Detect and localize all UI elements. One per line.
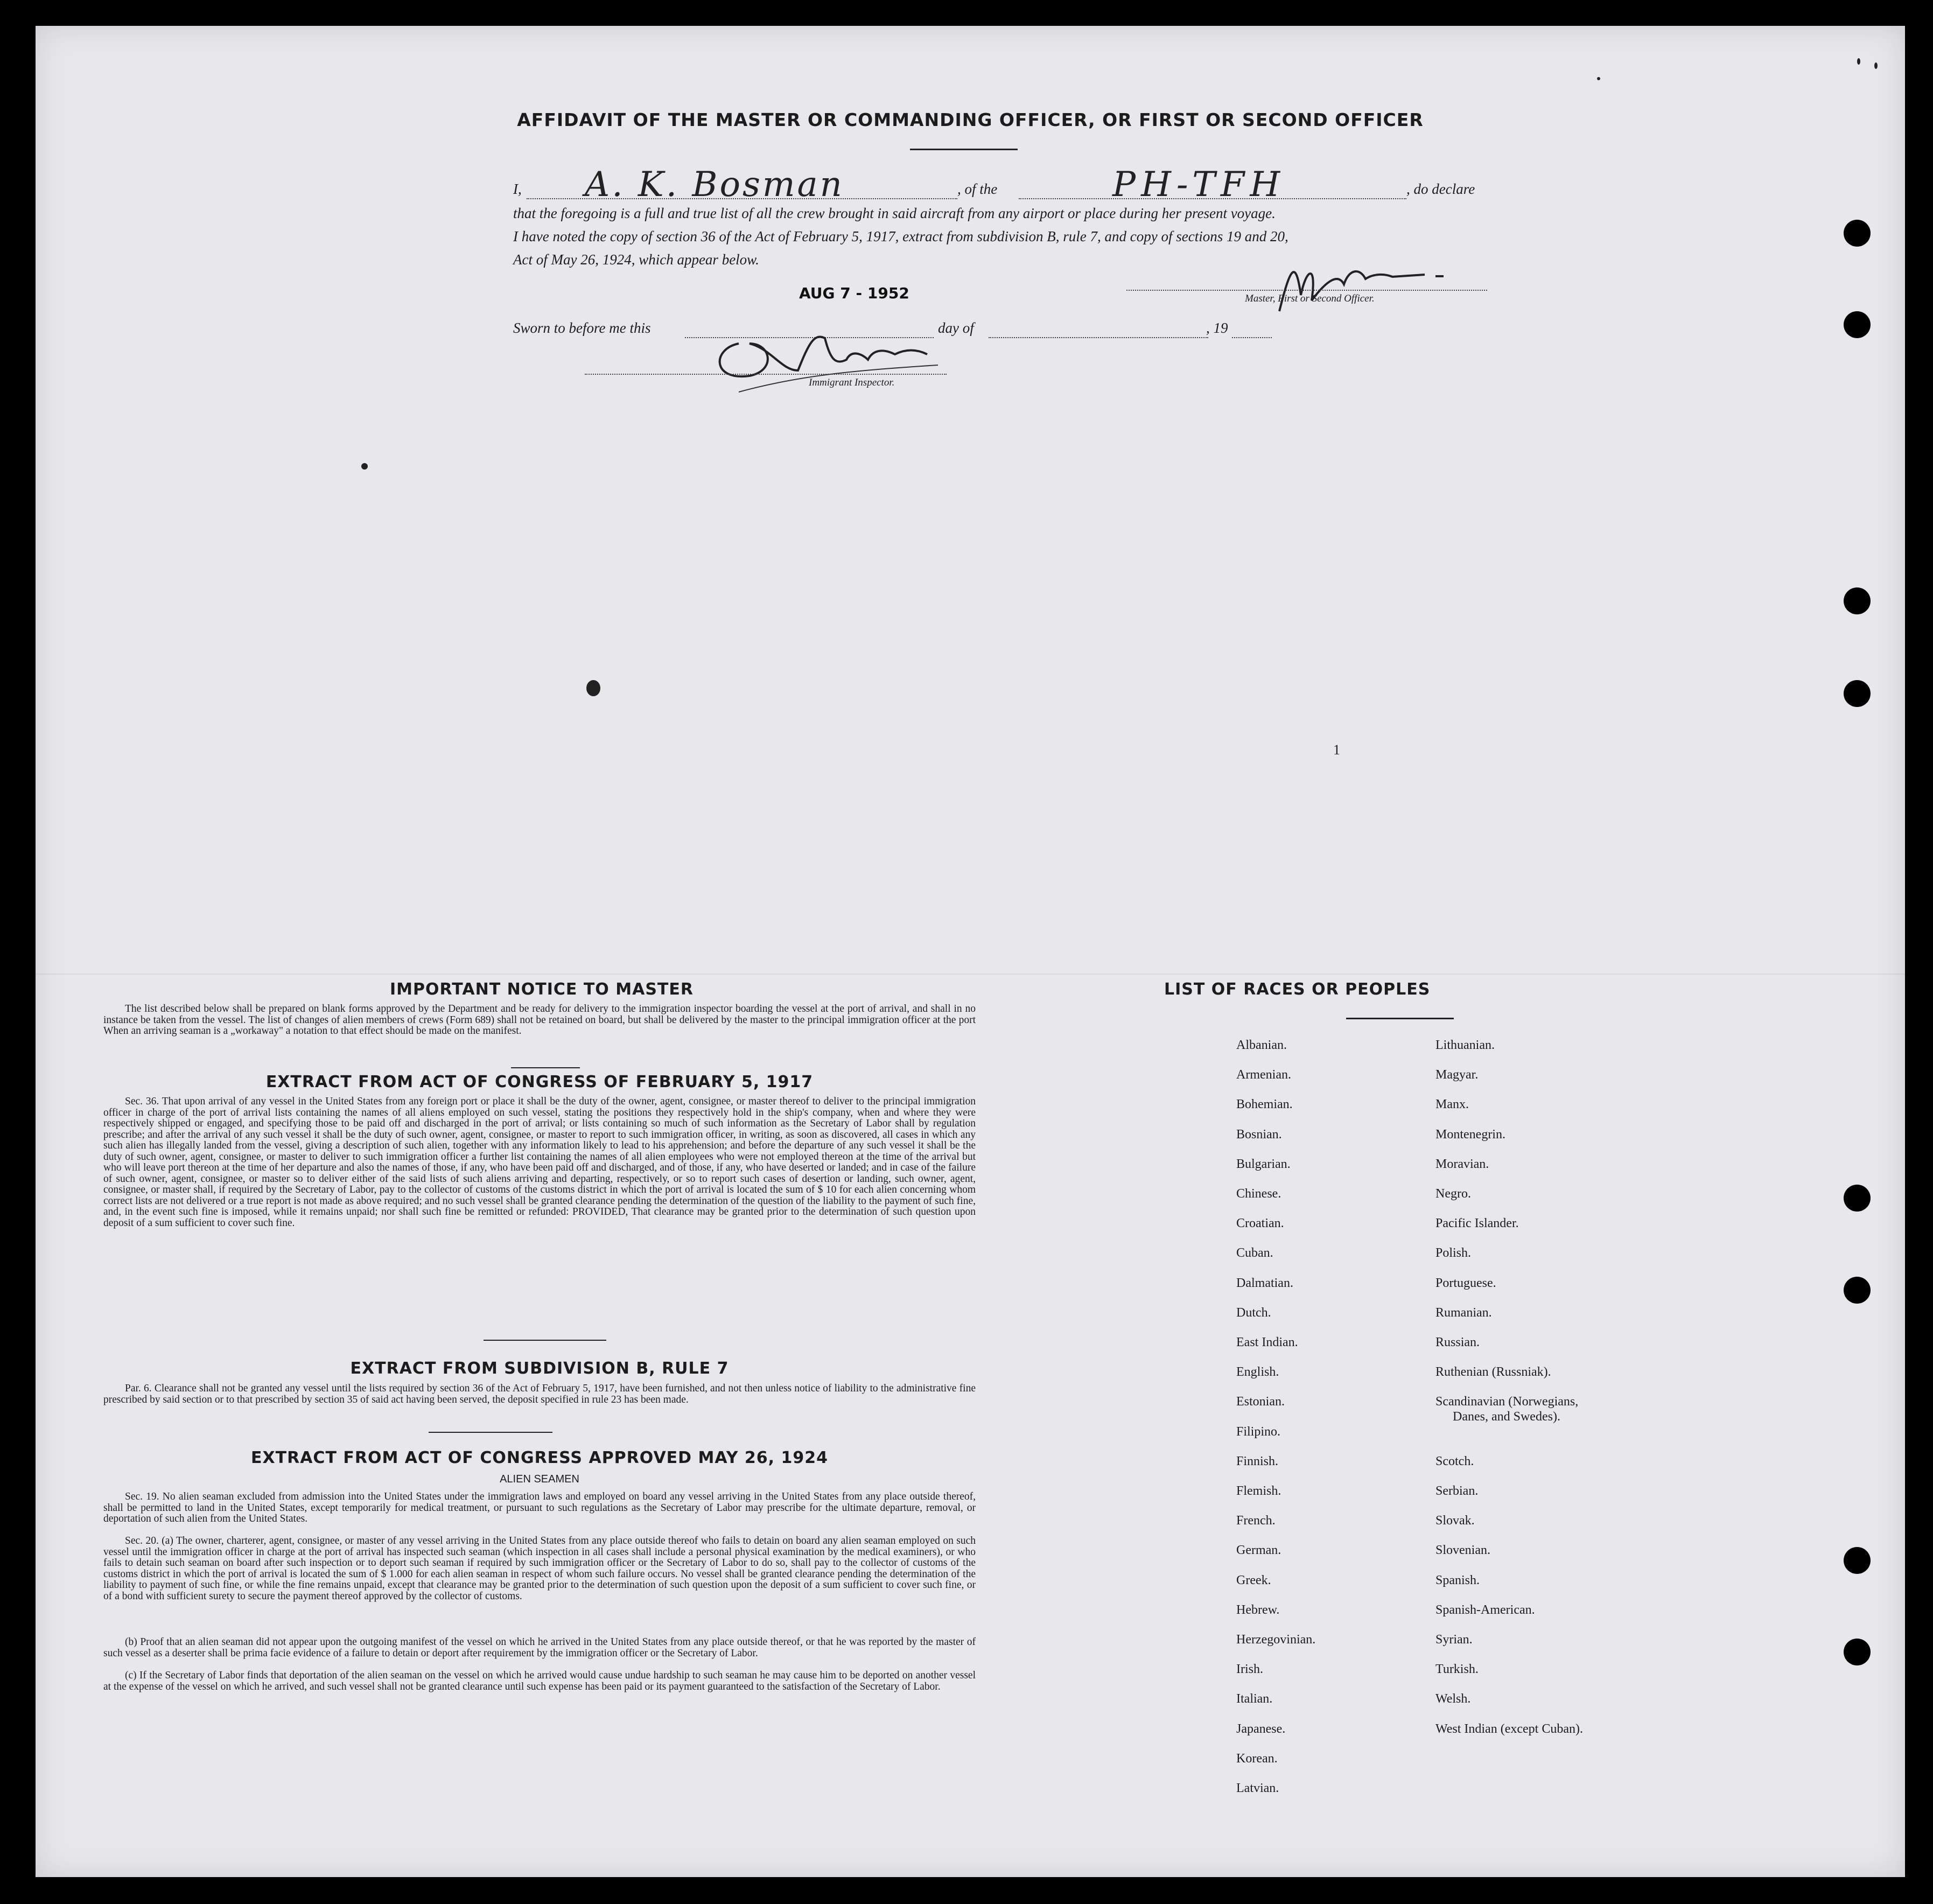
rule7-body: Par. 6. Clearance shall not be granted any vessel until the lists required by section 36 of the Act of February 5, 1917, have been furnished, and not then unless notice of liability to the administrative fine prescribed by said section or to that prescribed by section 35 of said act having been served, the deposit specified in rule 23 has been made.: [103, 1383, 976, 1405]
sworn-year-line: [1232, 337, 1272, 338]
punch-hole: [1844, 680, 1871, 707]
year-label: , 19: [1206, 320, 1228, 336]
punch-hole: [1844, 1639, 1871, 1665]
race-item: Montenegrin.: [1435, 1127, 1505, 1142]
race-item: German.: [1236, 1543, 1281, 1558]
sec20c-body: (c) If the Secretary of Labor finds that deportation of the alien seaman on the vessel on which he arrived would cause undue hardship to such seaman he may cause him to be deported on another vessel at the expense of the vessel on which he arrived, and such vessel shall not be granted clearance until such expense has been paid or its payment guaranteed to the satisfaction of the Secretary of Labor.: [103, 1670, 976, 1692]
officer-signature-line: [1126, 290, 1487, 291]
speck: [361, 463, 368, 470]
races-rule: [1346, 1018, 1454, 1019]
race-item: Bohemian.: [1236, 1097, 1293, 1112]
race-item: English.: [1236, 1365, 1279, 1380]
race-item: Ruthenian (Russniak).: [1435, 1365, 1551, 1380]
date-stamp: AUG 7 - 1952: [799, 284, 909, 302]
races-title: LIST OF RACES OR PEOPLES: [1164, 980, 1431, 999]
page-mark: 1: [1333, 742, 1340, 758]
race-item: West Indian (except Cuban).: [1435, 1721, 1583, 1736]
race-item: Scandinavian (Norwegians,: [1435, 1395, 1579, 1409]
ink-blot: [586, 680, 600, 696]
extract1924-title: EXTRACT FROM ACT OF CONGRESS APPROVED MAY 26, 1924: [251, 1448, 828, 1467]
punch-hole: [1844, 1547, 1871, 1574]
affidavit-i-label: I,: [513, 181, 522, 197]
race-item: Bulgarian.: [1236, 1157, 1291, 1171]
race-item: Lithuanian.: [1435, 1038, 1495, 1052]
notice-rule: [511, 1067, 580, 1068]
punch-hole: [1844, 220, 1871, 247]
race-item: Welsh.: [1435, 1692, 1471, 1706]
race-item: Albanian.: [1236, 1038, 1287, 1052]
race-item: French.: [1236, 1514, 1276, 1528]
race-item: Armenian.: [1236, 1068, 1291, 1082]
affidavit-of-the-label: , of the: [957, 181, 998, 197]
aircraft-handwritten: PH-TFH: [1112, 165, 1286, 205]
speck: [1857, 58, 1860, 65]
fold-line: [36, 974, 1905, 975]
race-item: Hebrew.: [1236, 1602, 1280, 1617]
race-item: Filipino.: [1236, 1424, 1281, 1439]
race-item: Irish.: [1236, 1662, 1263, 1677]
race-item: Magyar.: [1435, 1068, 1479, 1082]
race-item: Turkish.: [1435, 1662, 1479, 1677]
rule7-rule: [429, 1432, 552, 1433]
extract1917-title: EXTRACT FROM ACT OF CONGRESS OF FEBRUARY 5, 1917: [265, 1073, 814, 1091]
officer-signature: [1258, 247, 1484, 322]
title-rule: [910, 149, 1018, 150]
race-item: Japanese.: [1236, 1721, 1286, 1736]
speck: [1597, 77, 1600, 80]
affidavit-line4: Act of May 26, 1924, which appear below.: [513, 251, 759, 268]
race-item: Korean.: [1236, 1751, 1278, 1766]
sec20b-body: (b) Proof that an alien seaman did not appear upon the outgoing manifest of the vessel on which he arrived in the United States from any place outside thereof, or that he was reported by the master of such vessel as a deserter shall be prima facie evidence of a failure to detain or deport after requirement by the immigration officer or the Secretary of Labor.: [103, 1636, 976, 1659]
race-item: Greek.: [1236, 1573, 1271, 1587]
race-item: Manx.: [1435, 1097, 1469, 1112]
affidavit-do-declare: , do declare: [1406, 181, 1475, 197]
sec19-body: Sec. 19. No alien seaman excluded from admission into the United States under the immigration laws and employed on board any vessel arriving in the United States from any place outside thereof, shall be permitted to land in the United States, except temporarily for medical treatment, or pursuant to such regulations as the Secretary of Labor may prescribe for the ultimate departure, removal, or deportation of such alien from the United States.: [103, 1491, 976, 1524]
race-item: Estonian.: [1236, 1395, 1285, 1409]
race-item: Pacific Islander.: [1435, 1216, 1519, 1231]
race-item: Finnish.: [1236, 1454, 1279, 1468]
race-item: Flemish.: [1236, 1484, 1281, 1498]
race-item: Cuban.: [1236, 1246, 1273, 1261]
race-item: Russian.: [1435, 1335, 1480, 1349]
race-item: Moravian.: [1435, 1157, 1489, 1171]
notice-title: IMPORTANT NOTICE TO MASTER: [390, 980, 694, 999]
sworn-month-line: [989, 337, 1208, 338]
affidavit-title: AFFIDAVIT OF THE MASTER OR COMMANDING OFFICER, OR FIRST OR SECOND OFFICER: [517, 109, 1424, 130]
race-item: Latvian.: [1236, 1781, 1279, 1795]
speck: [1874, 62, 1878, 69]
race-item: Rumanian.: [1435, 1305, 1492, 1320]
race-item: Spanish-American.: [1435, 1602, 1535, 1617]
inspector-signature-line: [585, 374, 947, 375]
race-item: Dalmatian.: [1236, 1276, 1293, 1290]
sec20a-body: Sec. 20. (a) The owner, charterer, agent, consignee, or master of any vessel arriving in the United States from any place outside thereof who fails to detain on board any alien seaman employed on such vessel until the immigration officer in charge at the port of arrival has inspected such seaman (which inspection in all cases shall include a personal physical examination by the medical examiners), or who fails to detain such seaman on board after such inspection or to deport such seaman if required by such immigration officer or the Secretary of Labor to do so, shall pay to the collector of customs of the customs district in which the port of arrival is located the sum of $ 1.000 for each alien seaman in respect of whom such failure occurs. No vessel shall be granted clearance pending the determination of the liability to payment of such fine, or while the fine remains unpaid, except that clearance may be granted prior to the determination of such question upon the deposit of a sum sufficient to cover such fine, or of a bond with sufficient surety to secure the payment thereof approved by the collector of customs.: [103, 1535, 976, 1602]
extract1917-rule: [484, 1340, 606, 1341]
officer-caption: Master, First or Second Officer.: [1245, 293, 1375, 304]
punch-hole: [1844, 1185, 1871, 1212]
race-item: East Indian.: [1236, 1335, 1298, 1349]
race-item: Negro.: [1435, 1187, 1471, 1201]
race-item: Slovenian.: [1435, 1543, 1490, 1558]
race-item: Spanish.: [1435, 1573, 1480, 1587]
day-of-label: day of: [938, 320, 974, 336]
document-page: [36, 26, 1905, 1877]
race-item: Italian.: [1236, 1692, 1273, 1706]
race-item: Syrian.: [1435, 1633, 1473, 1647]
notice-body: The list described below shall be prepared on blank forms approved by the Department and be ready for delivery to the immigration inspector boarding the vessel at the port of arrival, and shall in no instance be taken from the vessel. The list of changes of alien members of crews (Form 689) shall not be retained on board, but shall be delivered by the master to the principal immigration officer at the port When an arriving seaman is a „workaway" a notation to that effect should be made on the manifest.: [103, 1003, 976, 1037]
rule7-title: EXTRACT FROM SUBDIVISION B, RULE 7: [350, 1359, 729, 1378]
affidavit-line3: I have noted the copy of section 36 of the Act of February 5, 1917, extract from subdivision B, rule 7, and copy of sections 19 and 20,: [513, 228, 1288, 244]
race-item: Herzegovinian.: [1236, 1633, 1316, 1647]
race-item: Chinese.: [1236, 1187, 1281, 1201]
race-item: Polish.: [1435, 1246, 1472, 1261]
affidavit-line2: that the foregoing is a full and true list of all the crew brought in said aircraft from any airport or place during her present voyage.: [513, 205, 1276, 221]
punch-hole: [1844, 587, 1871, 614]
race-item: Dutch.: [1236, 1305, 1271, 1320]
race-item: Croatian.: [1236, 1216, 1284, 1231]
race-item: Serbian.: [1435, 1484, 1479, 1498]
sworn-label: Sworn to before me this: [513, 320, 651, 336]
race-item: Danes, and Swedes).: [1453, 1410, 1560, 1424]
inspector-caption: Immigrant Inspector.: [809, 377, 895, 388]
name-handwritten: A. K. Bosman: [585, 165, 844, 205]
extract1924-subtitle: ALIEN SEAMEN: [500, 1473, 579, 1485]
race-item: Slovak.: [1435, 1514, 1475, 1528]
race-item: Portuguese.: [1435, 1276, 1496, 1290]
punch-hole: [1844, 1277, 1871, 1304]
race-item: Scotch.: [1435, 1454, 1474, 1468]
extract1917-body: Sec. 36. That upon arrival of any vessel in the United States from any foreign port or place it shall be the duty of the owner, agent, consignee, or master thereof to deliver to the principal immigration officer in charge of the port of arrival lists containing the names of all aliens employed on such vessel, stating the positions they respectively hold in the ship's company, when and where they were respectively shipped or engaged, and specifying those to be paid off and discharged in the port of arrival; or lists containing so much of such information as the Secretary of Labor shall by regulation prescribe; and after the arrival of any such vessel it shall be the duty of such owner, agent, consignee, or master to report to such immigration officer, in writing, as soon as discovered, all cases in which any such alien has illegally landed from the vessel, giving a description of such alien, together with any information likely to lead to his apprehension; and before the departure of any such vessel it shall be the duty of such owner, agent, consignee, or master to deliver to such immigration officer a further list containing the names of all alien employees who were not employed thereon at the time of the arrival but who will leave port thereon at the time of her departure and also the names of those, if any, who have been paid off and discharged, and of those, if any, who have deserted or landed; and in case of the failure of such owner, agent, consignee, or master so to deliver either of the said lists of such aliens arriving and departing, respectively, or so to report such cases of desertion or landing, such owner, agent, consignee, or master shall, if required by the Secretary of Labor, pay to the collector of customs of the customs district in which the port of arrival is located the sum of $ 10 for each alien concerning whom correct lists are not delivered or a true report is not made as above required; and no such vessel shall be granted clearance pending the determination of the question of the liability to the payment of such fine, and, in the event such fine is imposed, while it remains unpaid; nor shall such fine be remitted or refunded: PROVIDED, That clearance may be granted prior to the determination of such question upon deposit of a sum sufficient to cover such fine.: [103, 1096, 976, 1229]
punch-hole: [1844, 311, 1871, 338]
race-item: Bosnian.: [1236, 1127, 1282, 1142]
